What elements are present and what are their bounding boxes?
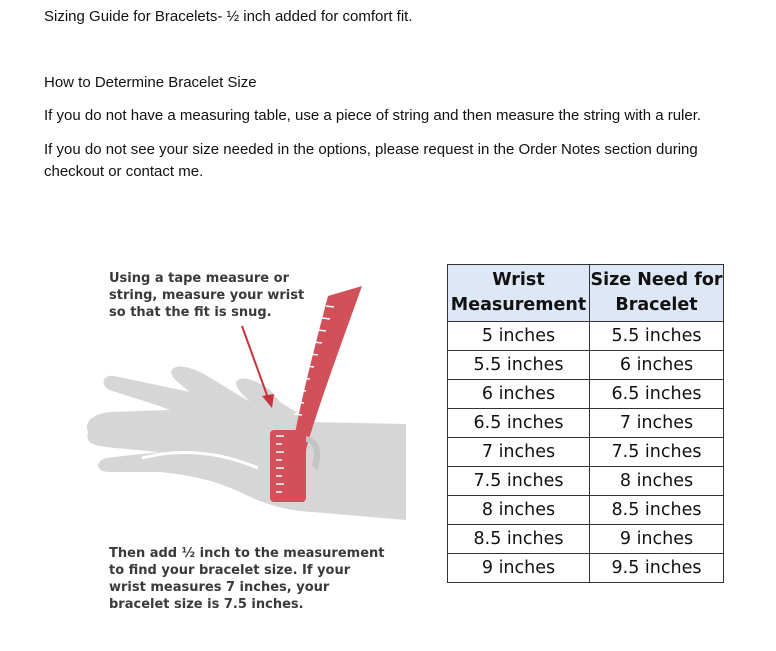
instruction-paragraph-string: If you do not have a measuring table, use a piece of string and then measure the string with a ruler. — [44, 107, 702, 124]
illustration-instruction-bottom: Then add ½ inch to the measurement to find your bracelet size. If your wrist measures 7 inches, your bracelet size is 7.5 inches. — [109, 546, 385, 612]
wrist-measurement-illustration — [80, 262, 420, 622]
table-row — [448, 554, 724, 583]
bracelet-cell: 6 inches — [590, 351, 724, 380]
table-header-row — [448, 265, 724, 322]
wrist-cell: 8.5 inches — [448, 525, 590, 554]
table-row — [448, 380, 724, 409]
illustration-instruction-top: Using a tape measure or string, measure your wrist so that the fit is snug. — [109, 271, 305, 320]
bracelet-cell: 6.5 inches — [590, 380, 724, 409]
table-row — [448, 322, 724, 351]
section-heading: How to Determine Bracelet Size — [44, 74, 257, 91]
wrist-cell: 8 inches — [448, 496, 590, 525]
wrist-cell: 6.5 inches — [448, 409, 590, 438]
instruction-paragraph-order-notes: If you do not see your size needed in the options, please request in the Order Notes section during checkout or contact me. — [44, 141, 698, 180]
bracelet-cell: 9.5 inches — [590, 554, 724, 583]
table-row — [448, 438, 724, 467]
wrist-cell: 5 inches — [448, 322, 590, 351]
size-table — [447, 264, 724, 583]
wrist-cell: 7 inches — [448, 438, 590, 467]
wrist-cell: 6 inches — [448, 380, 590, 409]
wrist-cell: 7.5 inches — [448, 467, 590, 496]
wrist-cell: 5.5 inches — [448, 351, 590, 380]
header-bracelet-size: Size Need for Bracelet — [590, 265, 724, 322]
bracelet-cell: 7 inches — [590, 409, 724, 438]
bracelet-cell: 8.5 inches — [590, 496, 724, 525]
table-row — [448, 467, 724, 496]
hand-icon — [87, 367, 406, 520]
bracelet-cell: 5.5 inches — [590, 322, 724, 351]
wrist-cell: 9 inches — [448, 554, 590, 583]
bracelet-cell: 7.5 inches — [590, 438, 724, 467]
table-row — [448, 496, 724, 525]
table-row — [448, 351, 724, 380]
bracelet-cell: 9 inches — [590, 525, 724, 554]
table-row — [448, 409, 724, 438]
header-wrist-measurement: Wrist Measurement — [448, 265, 590, 322]
page-title: Sizing Guide for Bracelets- ½ inch added for comfort fit. — [44, 8, 413, 25]
table-row — [448, 525, 724, 554]
bracelet-cell: 8 inches — [590, 467, 724, 496]
